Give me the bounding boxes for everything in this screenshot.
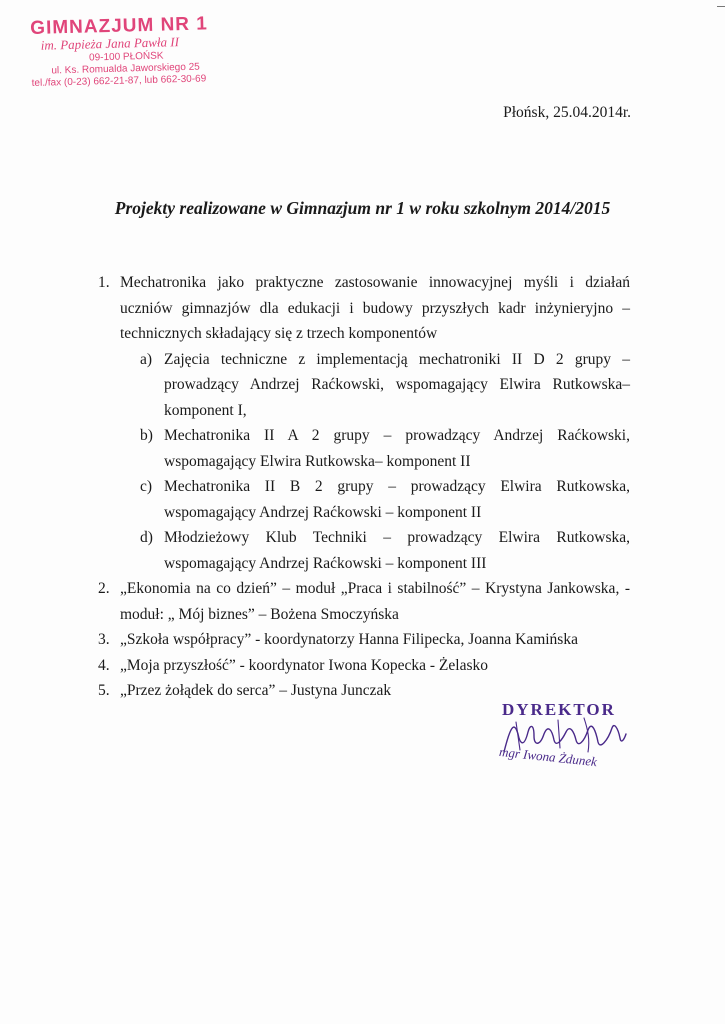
item-number: 3. bbox=[98, 631, 110, 648]
sub-list-item bbox=[98, 347, 630, 424]
item-text: Mechatronika jako praktyczne zastosowanie innowacyjnej myśli i działań uczniów gimnazjów dla edukacji i budowy przyszłych kadr inżynieryjno – technicznych składający się z trzech komponentów bbox=[120, 274, 630, 342]
list-item bbox=[98, 627, 630, 653]
sub-item-letter: a) bbox=[140, 350, 153, 368]
director-name: mgr Iwona Żdunek bbox=[498, 744, 598, 770]
item-text: „Ekonomia na co dzień” – moduł „Praca i stabilność” – Krystyna Jankowska, - moduł: „ Mój biznes” – Bożena Smoczyńska bbox=[120, 580, 630, 623]
document-date: Płońsk, 25.04.2014r. bbox=[503, 104, 631, 121]
item-text: „Szkoła współpracy” - koordynatorzy Hanna Filipecka, Joanna Kamińska bbox=[120, 631, 578, 648]
document-title: Projekty realizowane w Gimnazjum nr 1 w roku szkolnym 2014/2015 bbox=[114, 198, 611, 218]
sub-list-item bbox=[98, 525, 630, 576]
scan-edge-mark bbox=[717, 6, 725, 7]
sub-item-text: Młodzieżowy Klub Techniki – prowadzący Elwira Rutkowska, wspomagający Andrzej Raćkowski – komponent III bbox=[164, 529, 630, 572]
school-stamp bbox=[30, 12, 252, 90]
item-number: 2. bbox=[98, 580, 110, 597]
sub-item-letter: b) bbox=[140, 427, 153, 444]
list-item bbox=[98, 576, 630, 627]
item-text: „Przez żołądek do serca” – Justyna Junczak bbox=[120, 682, 392, 699]
item-text: „Moja przyszłość” - koordynator Iwona Kopecka - Żelasko bbox=[120, 656, 488, 674]
list-item bbox=[98, 270, 630, 347]
stamp-school-name: GIMNAZJUM NR 1 bbox=[30, 13, 209, 39]
stamp-patron: im. Papieża Jana Pawła II bbox=[40, 34, 180, 53]
item-number: 5. bbox=[98, 682, 110, 699]
sub-item-text: Mechatronika II B 2 grupy – prowadzący Elwira Rutkowska, wspomagający Andrzej Raćkowski – komponent II bbox=[164, 478, 630, 521]
sub-item-text: Zajęcia techniczne z implementacją mechatroniki II D 2 grupy – prowadzący Andrzej Raćkowski, wspomagający Elwira Rutkowska– komponent I, bbox=[164, 350, 630, 419]
director-title: DYREKTOR bbox=[502, 700, 616, 719]
sub-list-item bbox=[98, 474, 630, 525]
sub-list-item bbox=[98, 423, 630, 474]
item-number: 1. bbox=[98, 274, 110, 291]
list-item bbox=[98, 653, 630, 679]
sub-item-text: Mechatronika II A 2 grupy – prowadzący Andrzej Raćkowski, wspomagający Elwira Rutkowska– komponent II bbox=[164, 427, 630, 470]
stamp-phone: tel./fax (0-23) 662-21-87, lub 662-30-69 bbox=[31, 73, 207, 89]
sub-item-letter: c) bbox=[140, 478, 153, 495]
stamp-city: 09-100 PŁOŃSK bbox=[88, 50, 164, 64]
projects-list bbox=[98, 270, 630, 704]
stamp-street: ul. Ks. Romualda Jaworskiego 25 bbox=[51, 61, 200, 77]
sub-item-letter: d) bbox=[140, 529, 153, 546]
director-stamp bbox=[500, 700, 640, 780]
item-number: 4. bbox=[98, 656, 110, 674]
